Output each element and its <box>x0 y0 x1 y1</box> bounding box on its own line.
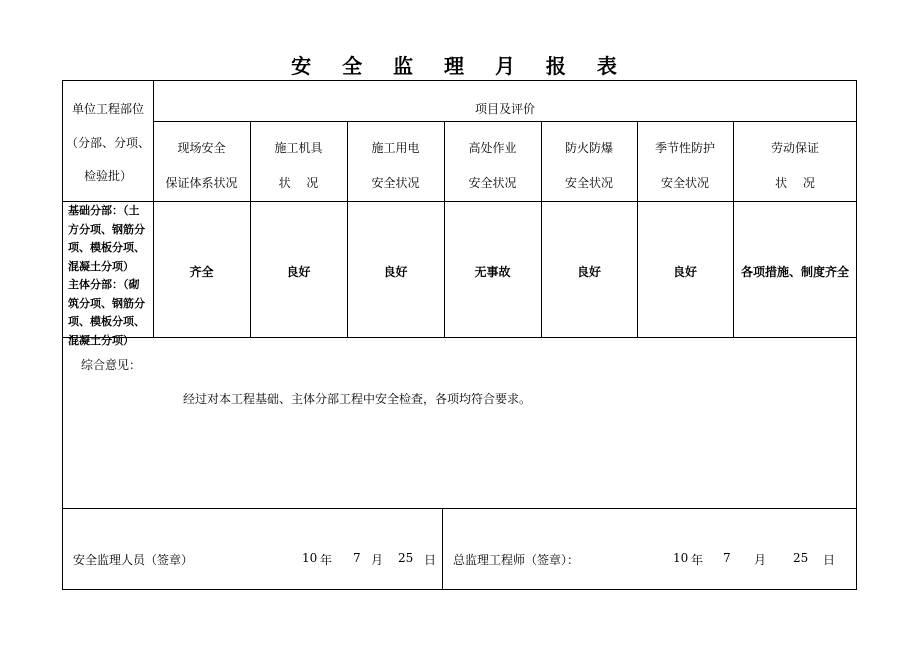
col-header-7-line1: 劳动保证 <box>770 141 819 155</box>
units-line: 主体分部：（砌 <box>68 278 140 291</box>
right-year: 10 <box>673 551 689 565</box>
units-line: 项、模板分项、 <box>68 241 145 254</box>
units-line: 混凝土分项） <box>68 259 134 273</box>
units-line: 筑分项、钢筋分 <box>68 296 145 310</box>
col-header-1 <box>153 139 250 191</box>
col-header-5 <box>541 139 637 191</box>
col-header-7 <box>733 139 857 191</box>
unit-header-line3: 检验批） <box>83 169 132 183</box>
units-cell <box>68 202 154 350</box>
opinion-label: 综合意见： <box>81 358 142 372</box>
col-header-7-line2: 状 况 <box>775 176 815 190</box>
left-day: 25 <box>398 551 414 565</box>
right-month-unit: 月 <box>754 553 767 567</box>
safety-supervisor-label: 安全监理人员（签章） <box>73 553 194 567</box>
left-month-unit: 月 <box>371 553 384 567</box>
col-header-3-line2: 安全状况 <box>371 176 420 190</box>
col-header-6 <box>637 139 733 191</box>
col-header-5-line2: 安全状况 <box>564 176 613 190</box>
value-machinery: 良好 <box>286 265 311 279</box>
opinion-text: 经过对本工程基础、主体分部工程中安全检查，各项均符合要求。 <box>183 392 532 406</box>
right-year-unit: 年 <box>691 553 704 567</box>
left-year: 10 <box>302 551 318 565</box>
value-safety-system: 齐全 <box>189 265 214 279</box>
line-signature-divider <box>442 508 443 590</box>
units-line: 项、模板分项、 <box>68 315 145 328</box>
value-electricity: 良好 <box>383 265 408 279</box>
right-month: 7 <box>723 551 731 565</box>
col-header-6-line2: 安全状况 <box>660 176 709 190</box>
col-header-3 <box>347 139 444 191</box>
page-title: 安 全 监 理 月 报 表 <box>291 54 629 78</box>
col-header-2-line1: 施工机具 <box>274 141 323 155</box>
col-header-4-line1: 高处作业 <box>468 141 517 155</box>
left-day-unit: 日 <box>424 553 437 567</box>
col-header-2-line2: 状 况 <box>278 176 319 190</box>
col-header-6-line1: 季节性防护 <box>654 141 715 155</box>
group-title: 项目及评价 <box>474 102 535 116</box>
value-labor: 各项措施、制度齐全 <box>740 265 849 279</box>
col-header-2 <box>250 139 347 191</box>
chief-supervisor-label: 总监理工程师（签章）： <box>453 553 580 567</box>
units-line: 方分项、钢筋分 <box>68 222 145 236</box>
line-opinion-bottom <box>63 508 857 509</box>
col-header-4-line2: 安全状况 <box>468 176 517 190</box>
col-header-4 <box>444 139 541 191</box>
units-line: 混凝土分项） <box>68 333 134 347</box>
right-day-unit: 日 <box>823 553 836 567</box>
line-header-bottom <box>63 201 857 202</box>
value-seasonal: 良好 <box>672 265 697 279</box>
value-height-work: 无事故 <box>474 265 511 279</box>
col-header-3-line1: 施工用电 <box>371 141 420 155</box>
unit-header-line1: 单位工程部位 <box>71 102 144 116</box>
left-month: 7 <box>353 551 361 565</box>
line-row-bottom <box>63 337 857 338</box>
col-header-1-line2: 保证体系状况 <box>165 176 238 190</box>
left-year-unit: 年 <box>320 553 333 567</box>
report-table <box>62 80 857 590</box>
col-header-1-line1: 现场安全 <box>177 141 226 155</box>
unit-header-line2: （分部、分项、 <box>65 136 150 150</box>
right-day: 25 <box>793 551 809 565</box>
value-fire-explosion: 良好 <box>576 265 601 279</box>
col-header-5-line1: 防火防爆 <box>564 141 613 155</box>
units-line: 基础分部：（土 <box>68 204 140 217</box>
line-header-sub <box>153 121 857 122</box>
